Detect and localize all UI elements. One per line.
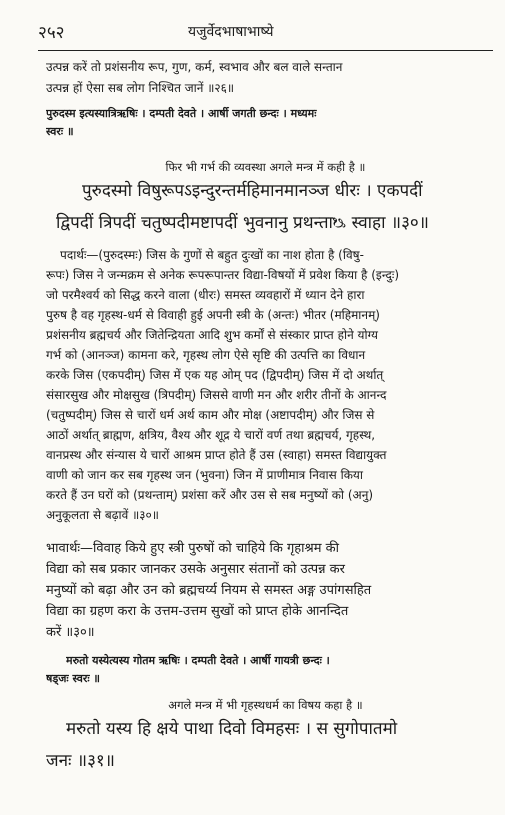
text-line: विद्या का ग्रहण करा के उत्तम-उत्तम सुखों को प्राप्त होके आनन्दित	[46, 604, 349, 619]
mantra-line: द्विपदीं त्रिपदीं चतुष्पदीमष्टापदीं भुवनानु प्रथन्ताᳬ स्वाहा ॥३०॥	[56, 213, 429, 233]
intro-line: फिर भी गर्भ की व्यवस्था अगले मन्त्र में कही है ॥	[165, 160, 366, 174]
text-line: उत्पन्न करें तो प्रशंसनीय रूप, गुण, कर्म, स्वभाव और बल वाले सन्तान	[46, 60, 343, 74]
text-line: पदार्थः—(पुरुदस्मः) जिस के गुणों से बहुत दुःखों का नाश होता है (विषु-	[60, 248, 364, 262]
text-line: वानप्रस्थ और संन्यास ये चारों आश्रम प्राप्त होते हैं उस (स्वाहा) समस्त विद्यायुक्त	[46, 448, 387, 462]
page-header	[38, 20, 493, 46]
page-number: २५२	[38, 23, 65, 43]
text-line: उत्पन्न हों ऐसा सब लोग निश्चित जानें ॥२६॥	[46, 81, 235, 95]
text-line: रूपः) जिस ने जन्मक्रम से अनेक रूपरूपान्तर विद्या-विषयों में प्रवेश किया है (इन्दुः)	[46, 268, 400, 282]
intro-line: अगले मन्त्र में भी गृहस्थधर्म का विषय कहा है ॥	[168, 698, 363, 712]
metadata-line: स्वरः ॥	[46, 125, 74, 138]
header-rule	[38, 50, 493, 51]
metadata-line: मरुतो यस्येत्यस्य गोतम ऋषिः । दम्पती देवते । आर्षी गायत्री छन्दः ।	[66, 654, 330, 667]
text-line: गर्भ को (आनञ्ज) कामना करे, गृहस्थ लोग ऐसे सृष्टि की उत्पत्ति का विधान	[46, 348, 366, 362]
text-line: भावार्थः—विवाह किये हुए स्त्री पुरुषों को चाहिये कि गृहाश्रम की	[46, 541, 339, 556]
running-head: यजुर्वेदभाषाभाष्ये	[188, 24, 274, 40]
text-line: करें ॥३०॥	[46, 625, 95, 640]
metadata-line: पुरुदस्म इत्यस्यात्रिऋषिः । दम्पती देवते । आर्षी जगती छन्दः । मध्यमः	[46, 107, 317, 120]
text-line: संसारसुख और मोक्षसुख (त्रिपदीम्) जिससे वाणी मन और शरीर तीनों के आनन्द	[46, 388, 387, 402]
text-line: मनुष्यों को बढ़ा और उन को ब्रह्मचर्य्य नियम से समस्त अङ्ग उपांगसहित	[46, 583, 372, 598]
text-line: अनुकूलता से बढ़ावें ॥३०॥	[46, 508, 159, 522]
text-line: विद्या को सब प्रकार जानकर उसके अनुसार संतानों को उत्पन्न कर	[46, 562, 345, 577]
mantra-line: पुरुदस्मो विषुरूपऽइन्दुरन्तर्महिमानमानञ्ज धीरः । एकपदीं	[82, 181, 423, 201]
text-line: जो परमैश्वर्य को सिद्ध करने वाला (धीरः) समस्त व्यवहारों में ध्यान देने हारा	[46, 288, 365, 302]
mantra-line: जनः ॥३१॥	[46, 751, 115, 771]
text-line: आठों अर्थात् ब्राह्मण, क्षत्रिय, वैश्य और शूद्र ये चारों वर्ण तथा ब्रह्मचर्य, गृहस्थ,	[46, 428, 376, 442]
text-line: करके जिस (एकपदीम्) जिस में एक यह ओम् पद (द्विपदीम्) जिस में दो अर्थात्	[46, 368, 384, 382]
metadata-line: षड्जः स्वरः ॥	[46, 672, 100, 685]
text-line: करते हैं उन घरों को (प्रथन्ताम्) प्रशंसा करें और उस से सब मनुष्यों को (अनु)	[46, 488, 374, 502]
text-line: वाणी को जान कर सब गृहस्थ जन (भुवना) जिन में प्राणीमात्र निवास किया	[46, 468, 363, 482]
mantra-line: मरुतो यस्य हि क्षये पाथा दिवो विमहसः । स सुगोपातमो	[66, 719, 398, 739]
text-line: (चतुष्पदीम्) जिस से चारों धर्म अर्थ काम और मोक्ष (अष्टापदीम्) और जिस से	[46, 408, 375, 422]
text-line: पुरुष है वह गृहस्थ-धर्म से विवाही हुई अपनी स्त्री के (अन्तः) भीतर (महिमानम्)	[46, 308, 380, 322]
text-line: प्रशंसनीय ब्रह्मचर्य और जितेन्द्रियता आदि शुभ कर्मों से संस्कार प्राप्त होने योग्य	[46, 328, 378, 342]
